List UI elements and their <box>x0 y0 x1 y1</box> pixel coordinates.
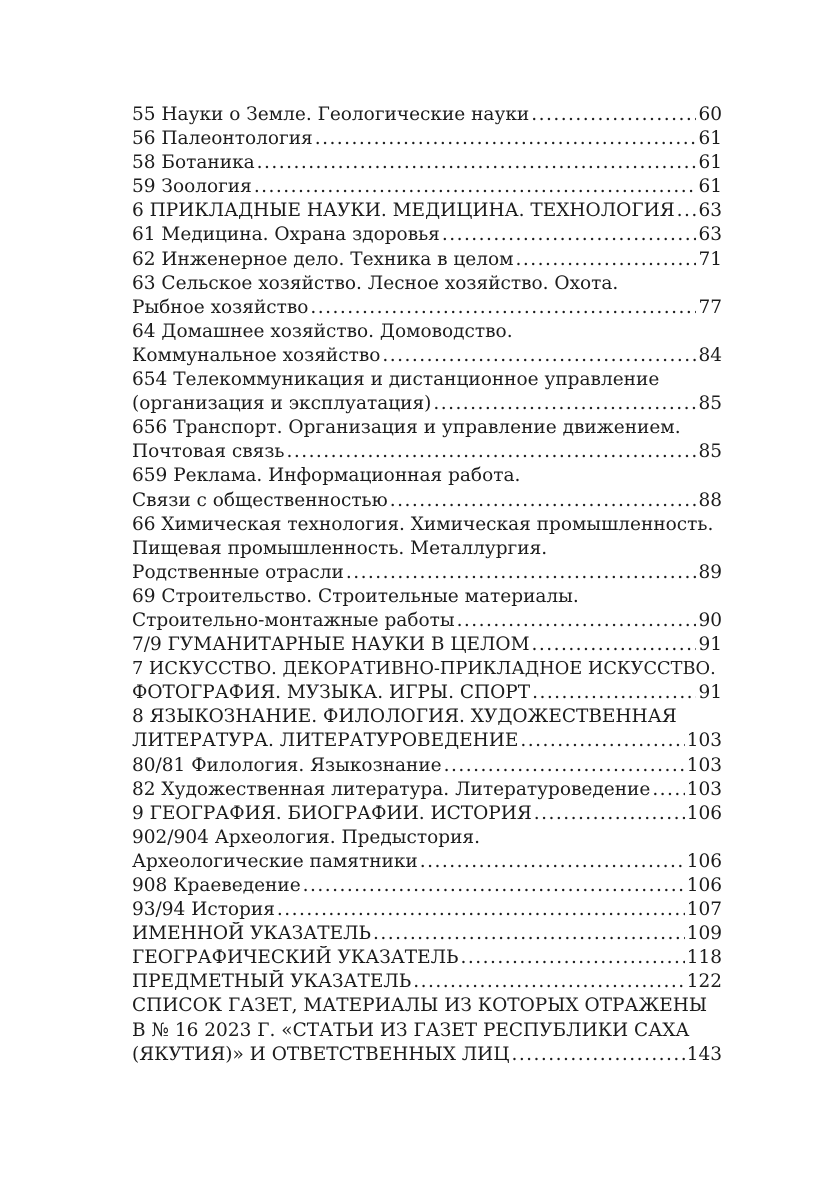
toc-entry-last-line <box>132 223 722 247</box>
toc-page-number: 61 <box>698 176 722 198</box>
toc-entry <box>132 127 722 151</box>
toc-entry-last-line <box>132 874 722 898</box>
toc-page-number: 118 <box>686 947 722 969</box>
toc-entry <box>132 778 722 802</box>
toc-entry <box>132 223 722 247</box>
toc-dot-leader <box>390 489 697 513</box>
toc-entry-line <box>132 368 722 392</box>
toc-page-number: 63 <box>698 200 722 222</box>
toc-entry-line <box>132 416 722 440</box>
toc-page-number: 85 <box>698 393 722 415</box>
toc-entry-title: Почтовая связь <box>132 441 285 463</box>
toc-entry-title: ПРЕДМЕТНЫЙ УКАЗАТЕЛЬ <box>132 971 412 993</box>
toc-entry-title: 659 Реклама. Информационная работа. <box>132 465 521 487</box>
toc-entry <box>132 657 722 705</box>
toc-entry-title: 56 Палеонтология <box>132 128 313 150</box>
toc-entry-title: ФОТОГРАФИЯ. МУЗЫКА. ИГРЫ. СПОРТ <box>132 682 531 704</box>
toc-page-number: 90 <box>698 609 722 631</box>
toc-page-number: 85 <box>698 441 722 463</box>
toc-dot-leader <box>286 440 696 464</box>
toc-entry-title: Связи с общественностью <box>132 489 388 511</box>
toc-entry-last-line <box>132 754 722 778</box>
table-of-contents <box>132 103 722 1067</box>
toc-entry-line <box>132 272 722 296</box>
toc-entry-title: 7 ИСКУССТВО. ДЕКОРАТИВНО-ПРИКЛАДНОЕ ИСКУССТВО. <box>132 659 716 680</box>
toc-entry-last-line <box>132 440 722 464</box>
toc-entry <box>132 585 722 633</box>
toc-page-number: 89 <box>698 561 722 583</box>
toc-entry-title: ГЕОГРАФИЧЕСКИЙ УКАЗАТЕЛЬ <box>132 947 459 969</box>
toc-entry <box>132 970 722 994</box>
toc-entry <box>132 199 722 223</box>
toc-page-number: 107 <box>686 899 722 921</box>
toc-entry-line <box>132 705 722 729</box>
toc-entry-last-line <box>132 633 722 657</box>
toc-entry-title: 7/9 ГУМАНИТАРНЫЕ НАУКИ В ЦЕЛОМ <box>132 634 530 656</box>
toc-dot-leader <box>420 850 685 874</box>
toc-dot-leader <box>254 175 697 199</box>
toc-entry <box>132 874 722 898</box>
toc-entry-last-line <box>132 802 722 826</box>
toc-page-number: 61 <box>698 152 722 174</box>
toc-entry-last-line <box>132 681 722 705</box>
toc-dot-leader <box>511 1043 684 1067</box>
toc-dot-leader <box>257 151 697 175</box>
toc-entry-title: СПИСОК ГАЗЕТ, МАТЕРИАЛЫ ИЗ КОТОРЫХ ОТРАЖЕНЫ <box>132 995 708 1017</box>
toc-entry-line <box>132 513 722 537</box>
toc-dot-leader <box>315 127 697 151</box>
toc-entry-line <box>132 994 722 1018</box>
toc-entry <box>132 705 722 753</box>
toc-dot-leader <box>277 898 685 922</box>
toc-entry-last-line <box>132 898 722 922</box>
toc-entry-title: 64 Домашнее хозяйство. Домоводство. <box>132 320 513 342</box>
toc-entry-line <box>132 657 722 681</box>
toc-entry-last-line <box>132 561 722 585</box>
toc-entry-last-line <box>132 489 722 513</box>
toc-page-number: 84 <box>698 344 722 366</box>
toc-entry-title: 902/904 Археология. Предыстория. <box>132 826 480 848</box>
toc-entry-line <box>132 320 722 344</box>
toc-entry-title: 908 Краеведение <box>132 875 301 896</box>
toc-entry <box>132 248 722 272</box>
toc-entry-title: ИМЕННОЙ УКАЗАТЕЛЬ <box>132 923 372 945</box>
toc-page-number: 106 <box>686 875 722 896</box>
toc-dot-leader <box>310 296 696 320</box>
toc-dot-leader <box>433 392 696 416</box>
toc-page-number: 122 <box>686 971 722 993</box>
toc-entry-last-line <box>132 103 722 127</box>
toc-entry-title: В № 16 2023 Г. «СТАТЬИ ИЗ ГАЗЕТ РЕСПУБЛИКИ САХА <box>132 1019 690 1041</box>
toc-entry <box>132 922 722 946</box>
toc-dot-leader <box>442 223 697 247</box>
toc-entry-title: (организация и эксплуатация) <box>132 393 432 415</box>
toc-page-number: 61 <box>698 128 722 150</box>
toc-entry-last-line <box>132 248 722 272</box>
toc-dot-leader <box>677 199 697 223</box>
toc-page-number: 71 <box>698 248 722 270</box>
toc-entry-line <box>132 464 722 488</box>
toc-entry <box>132 464 722 512</box>
toc-entry-last-line <box>132 922 722 946</box>
toc-page-number: 60 <box>698 104 722 125</box>
toc-entry <box>132 898 722 922</box>
toc-entry-line <box>132 537 722 561</box>
toc-page-number: 106 <box>686 850 722 872</box>
toc-entry-title: 9 ГЕОГРАФИЯ. БИОГРАФИИ. ИСТОРИЯ <box>132 802 532 824</box>
toc-dot-leader <box>520 729 684 753</box>
toc-entry-title: 656 Транспорт. Организация и управление движением. <box>132 417 681 439</box>
toc-page-number: 106 <box>686 802 722 824</box>
toc-entry-last-line <box>132 151 722 175</box>
toc-entry-last-line <box>132 392 722 416</box>
toc-dot-leader <box>457 609 697 633</box>
toc-entry <box>132 802 722 826</box>
toc-entry-line <box>132 826 722 850</box>
toc-dot-leader <box>652 778 684 802</box>
toc-entry-title: 80/81 Филология. Языкознание <box>132 754 442 776</box>
toc-dot-leader <box>413 970 684 994</box>
toc-page-number: 103 <box>686 754 722 776</box>
toc-page-number: 88 <box>698 489 722 511</box>
toc-dot-leader <box>303 874 685 898</box>
toc-entry-last-line <box>132 850 722 874</box>
toc-entry <box>132 175 722 199</box>
toc-entry-title: 6 ПРИКЛАДНЫЕ НАУКИ. МЕДИЦИНА. ТЕХНОЛОГИЯ <box>132 200 675 222</box>
toc-entry-title: ЛИТЕРАТУРА. ЛИТЕРАТУРОВЕДЕНИЕ <box>132 730 519 752</box>
toc-entry-title: 66 Химическая технология. Химическая промышленность. <box>132 513 714 535</box>
toc-entry <box>132 513 722 585</box>
toc-entry-last-line <box>132 946 722 970</box>
toc-entry-title: Археологические памятники <box>132 850 418 872</box>
toc-page-number: 103 <box>686 730 722 752</box>
toc-entry-line <box>132 1019 722 1043</box>
toc-page-number: 91 <box>698 682 722 704</box>
toc-dot-leader <box>516 248 697 272</box>
toc-entry <box>132 320 722 368</box>
toc-page-number: 143 <box>686 1043 722 1065</box>
toc-entry-last-line <box>132 1043 722 1067</box>
toc-entry <box>132 754 722 778</box>
toc-entry-last-line <box>132 199 722 223</box>
toc-entry-title: 55 Науки о Земле. Геологические науки <box>132 104 530 125</box>
toc-entry-title: Пищевая промышленность. Металлургия. <box>132 537 548 559</box>
toc-entry-title: 8 ЯЗЫКОЗНАНИЕ. ФИЛОЛОГИЯ. ХУДОЖЕСТВЕННАЯ <box>132 706 677 728</box>
toc-entry <box>132 151 722 175</box>
toc-page-number: 77 <box>698 296 722 318</box>
toc-entry-last-line <box>132 344 722 368</box>
toc-page-number: 91 <box>698 634 722 656</box>
toc-entry <box>132 416 722 464</box>
toc-entry-line <box>132 585 722 609</box>
toc-page-number: 109 <box>686 923 722 945</box>
toc-entry <box>132 946 722 970</box>
toc-entry-last-line <box>132 175 722 199</box>
toc-entry <box>132 272 722 320</box>
toc-entry <box>132 994 722 1066</box>
toc-page-number: 103 <box>686 778 722 800</box>
toc-dot-leader <box>534 802 685 826</box>
toc-entry-last-line <box>132 778 722 802</box>
toc-entry-title: Коммунальное хозяйство <box>132 344 381 366</box>
toc-entry <box>132 633 722 657</box>
toc-entry-title: 59 Зоология <box>132 176 252 198</box>
toc-dot-leader <box>532 681 696 705</box>
toc-entry-title: 654 Телекоммуникация и дистанционное управление <box>132 369 660 391</box>
toc-entry <box>132 103 722 127</box>
toc-entry-title: 93/94 История <box>132 899 275 921</box>
toc-entry-last-line <box>132 609 722 633</box>
toc-entry-title: 62 Инженерное дело. Техника в целом <box>132 248 514 270</box>
toc-entry-title: 63 Сельское хозяйство. Лесное хозяйство. Охота. <box>132 272 619 294</box>
toc-dot-leader <box>531 103 696 127</box>
toc-entry <box>132 826 722 874</box>
toc-dot-leader <box>444 754 685 778</box>
toc-entry-title: Строительно-монтажные работы <box>132 609 455 631</box>
toc-dot-leader <box>461 946 685 970</box>
toc-entry-title: 58 Ботаника <box>132 152 255 174</box>
toc-entry-title: 82 Художественная литература. Литературоведение <box>132 778 651 800</box>
toc-entry-last-line <box>132 127 722 151</box>
toc-entry-title: 61 Медицина. Охрана здоровья <box>132 224 440 246</box>
toc-entry-title: 69 Строительство. Строительные материалы. <box>132 585 579 607</box>
toc-entry-last-line <box>132 729 722 753</box>
toc-entry-title: Рыбное хозяйство <box>132 296 309 318</box>
toc-entry-title: (ЯКУТИЯ)» И ОТВЕТСТВЕННЫХ ЛИЦ <box>132 1043 510 1065</box>
toc-dot-leader <box>382 344 696 368</box>
toc-entry-last-line <box>132 970 722 994</box>
toc-entry <box>132 368 722 416</box>
toc-entry-title: Родственные отрасли <box>132 561 344 583</box>
toc-dot-leader <box>373 922 685 946</box>
toc-dot-leader <box>532 633 697 657</box>
toc-dot-leader <box>346 561 697 585</box>
toc-page-number: 63 <box>698 224 722 246</box>
toc-entry-last-line <box>132 296 722 320</box>
